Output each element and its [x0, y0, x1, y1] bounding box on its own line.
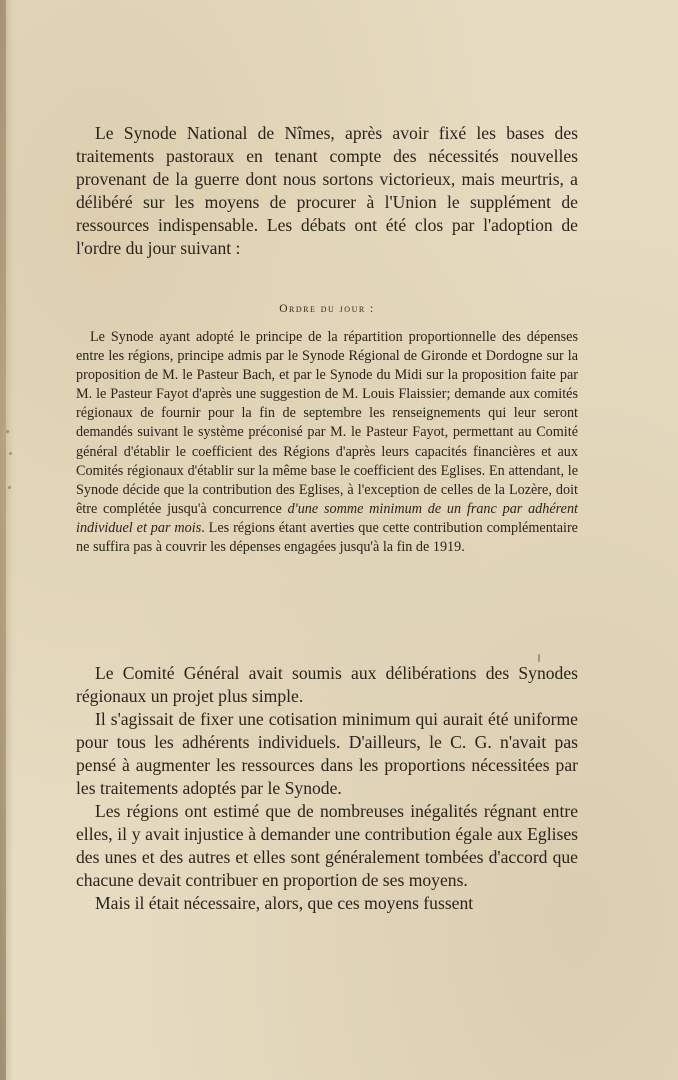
paper-speck [8, 486, 11, 489]
body-paragraph: Les régions ont estimé que de nombreuses inégalités régnant entre elles, il y avait injustice à demander une contribution égale aux Eglises des unes et des autres et elles sont généralement tombées d'accord que chacune devait contribuer en proportion de ses moyens. [76, 801, 578, 890]
paper-speck [9, 452, 12, 455]
resolution-text-italic: d'une somme minimum de un franc par adhérent individuel et par mois [76, 500, 578, 536]
paper-speck [538, 654, 540, 662]
body-paragraph: Mais il était nécessaire, alors, que ces moyens fussent [95, 893, 474, 913]
intro-paragraph: Le Synode National de Nîmes, après avoir fixé les bases des traitements pastoraux en tenant compte des nécessités nouvelles provenant de la guerre dont nous sortons victorieux, mais meurtris, a délibéré sur les moyens de procurer à l'Union le supplément de ressources indispensable. Les débats ont été clos par l'adoption de l'ordre du jour suivant : [76, 123, 578, 258]
paper-speck [6, 430, 9, 433]
resolution-text-part-1: Le Synode ayant adopté le principe de la répartition proportionnelle des dépenses entre les régions, principe admis par le Synode Régional de Gironde et Dordogne sur la proposition de M. le Pasteur Bach, et par le Synode du Midi sur la proposition faite par M. le Pasteur Fayot d'après une suggestion de M. Louis Flaissier; demande aux comités régionaux de fournir pour la fin de septembre les renseignements qui leur seront demandés suivant le système préconisé par M. le Pasteur Fayot, permettant au Comité général d'établir le coefficient des Régions d'après leurs capacités financières et aux Comités régionaux d'établir sur la même base le coefficient des Eglises. En attendant, le Synode décide que la contribution des Eglises, à l'exception de celles de la Lozère, doit être complétée jusqu'à concurrence [76, 329, 578, 517]
body-paragraph: Le Comité Général avait soumis aux délibérations des Synodes régionaux un projet plus simple. [76, 663, 578, 706]
body-paragraph: Il s'agissait de fixer une cotisation minimum qui aurait été uniforme pour tous les adhérents individuels. D'ailleurs, le C. G. n'avait pas pensé à augmenter les ressources dans les proportions nécessitées par les traitements adoptés par le Synode. [76, 709, 578, 798]
resolution-heading: Ordre du jour : [279, 303, 375, 315]
resolution-paragraph [76, 328, 578, 557]
resolution-text-part-2: . Les régions étant averties que cette contribution complémentaire ne suffira pas à couvrir les dépenses engagées jusqu'à la fin de 1919. [76, 519, 578, 556]
body-text [76, 662, 578, 915]
page-binding-edge [0, 0, 6, 1080]
